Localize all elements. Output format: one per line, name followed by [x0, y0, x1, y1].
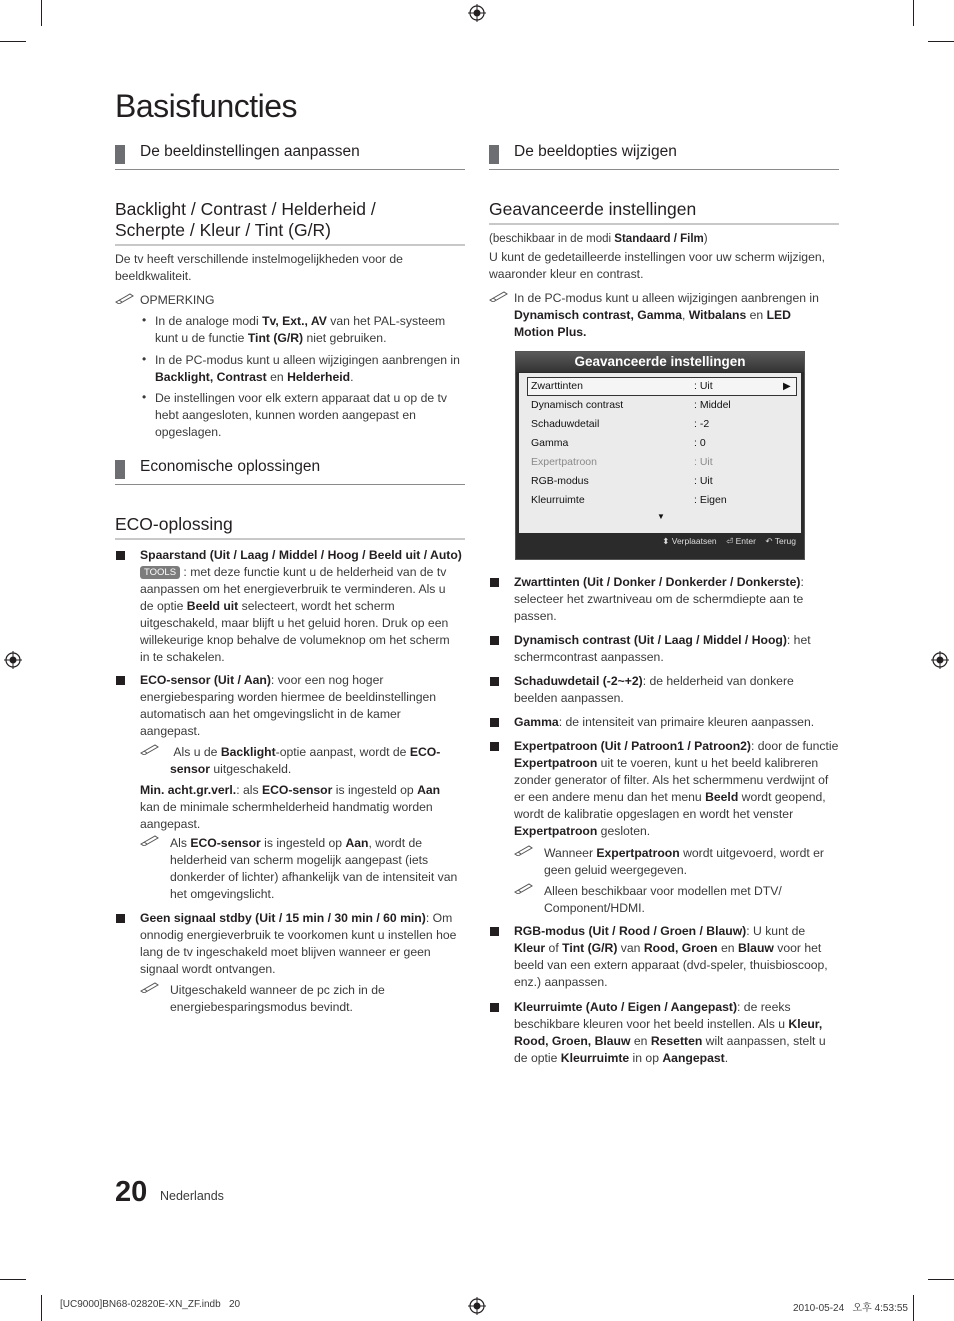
advanced-item-dynamic-contrast: Dynamisch contrast (Uit / Laag / Middel / Hoog): het schermcontrast aanpassen. — [514, 633, 811, 664]
bullet-square — [490, 1003, 499, 1012]
advanced-item-color-space: Kleurruimte (Auto / Eigen / Aangepast): de reeks beschikbare kleuren voor het beeld instellen. Als u Kleur, Rood, Groen, Blauw en Resetten wilt aanpassen, stelt u de optie Kleurruimte in op Aangepast. — [514, 1000, 826, 1065]
crop-mark — [928, 41, 954, 42]
note-pencil-icon — [115, 292, 135, 304]
bullet-square — [490, 927, 499, 936]
registration-mark-icon — [468, 1297, 486, 1315]
note-pencil-icon — [514, 844, 534, 856]
note-item: In de analoge modi Tv, Ext., AV van het PAL-systeem kunt u de functie Tint (G/R) niet gebruiken. — [155, 314, 446, 345]
menu-row-value: : Uit — [694, 456, 713, 468]
section-bar — [115, 460, 125, 479]
menu-panel — [519, 373, 801, 533]
subsection-heading-line: Scherpte / Kleur / Tint (G/R) — [115, 220, 331, 240]
menu-row-value: : Uit — [694, 380, 713, 392]
note-pencil-icon — [489, 290, 509, 302]
return-icon: ↶ — [765, 536, 773, 546]
arrow-right-icon: ▶ — [783, 381, 791, 392]
bullet-dot: • — [142, 390, 147, 404]
eco-item-no-signal-standby: Geen signaal stdby (Uit / 15 min / 30 min / 60 min): Om onnodig energieverbruik te voorkomen kunt u instellen hoe lang de tv ingeschakeld moet blijven wanneer er geen signaal wordt ontvangen. — [140, 911, 457, 976]
section-heading-text: Economische oplossingen — [140, 458, 321, 475]
page-number: 20 — [115, 1176, 148, 1208]
subsection-heading: ECO-oplossing — [115, 514, 465, 540]
crop-mark — [0, 41, 26, 42]
section-heading-text: De beeldopties wijzigen — [514, 143, 677, 160]
menu-row-label: Zwarttinten — [531, 380, 583, 392]
bullet-square — [116, 914, 125, 923]
crop-mark — [928, 1279, 954, 1280]
menu-row-value: : Middel — [694, 399, 731, 411]
intro-text: U kunt de gedetailleerde instellingen voor uw scherm wijzigen, waaronder kleur en contrast. — [489, 250, 826, 281]
enter-icon: ⏎ — [726, 536, 734, 546]
registration-mark-icon — [931, 651, 949, 669]
page-title: Basisfuncties — [115, 88, 298, 124]
file-info: [UC9000]BN68-02820E-XN_ZF.indb 20 — [60, 1299, 241, 1310]
menu-row-label: RGB-modus — [531, 475, 589, 487]
bullet-dot: • — [142, 313, 147, 327]
note-item: In de PC-modus kunt u alleen wijzigingen aanbrengen in Dynamisch contrast, Gamma, Witbalans en LED Motion Plus. — [514, 291, 819, 339]
menu-row-value: : 0 — [694, 437, 706, 449]
bullet-square — [116, 676, 125, 685]
menu-row-label: Dynamisch contrast — [531, 399, 624, 411]
note-item: De instellingen voor elk extern apparaat dat u op de tv hebt aangesloten, kunnen worden aangepast en opgeslagen. — [155, 391, 448, 439]
footer-return-label: Terug — [774, 536, 796, 546]
subsection-heading — [115, 199, 465, 246]
section-heading — [115, 141, 465, 170]
crop-mark — [41, 1295, 42, 1321]
note-pencil-icon — [140, 743, 160, 755]
eco-item-eco-sensor: ECO-sensor (Uit / Aan): voor een nog hoger energiebesparing worden hiermee de beeldinstellingen automatisch aan het omgevingslicht in de kamer aangepast. — [140, 673, 437, 738]
bullet-square — [490, 636, 499, 645]
menu-row-label: Gamma — [531, 437, 569, 449]
crop-mark — [41, 0, 42, 26]
bullet-square — [490, 677, 499, 686]
note-pencil-icon — [140, 981, 160, 993]
advanced-settings-menu — [515, 351, 805, 560]
scroll-down-icon[interactable]: ▼ — [657, 512, 665, 521]
section-heading-text: De beeldinstellingen aanpassen — [140, 143, 360, 160]
menu-row-value: : Eigen — [694, 494, 727, 506]
subsection-heading-line: Backlight / Contrast / Helderheid / — [115, 199, 376, 219]
bullet-square — [490, 718, 499, 727]
menu-row-label: Schaduwdetail — [531, 418, 600, 430]
advanced-item-shadow-detail: Schaduwdetail (-2~+2): de helderheid van donkere beelden aanpassen. — [514, 674, 794, 705]
advanced-item-rgb-mode: RGB-modus (Uit / Rood / Groen / Blauw): U kunt de Kleur of Tint (G/R) van Rood, Groen en Blauw voor het beeld van een extern apparaat (dvd-speler, thuisbioscoop, enz.) aanpassen. — [514, 924, 828, 989]
move-icon: ⬍ — [662, 536, 670, 546]
crop-mark — [913, 1295, 914, 1321]
menu-row-shadow-detail[interactable] — [531, 415, 710, 434]
menu-row-value: : -2 — [694, 418, 710, 430]
note-item: Alleen beschikbaar voor modellen met DTV/ Component/HDMI. — [544, 884, 782, 915]
menu-row-expert-pattern — [531, 453, 713, 472]
language-label: Nederlands — [160, 1189, 224, 1203]
section-heading — [489, 141, 839, 170]
footer-move-label: Verplaatsen — [671, 536, 717, 546]
crop-mark — [913, 0, 914, 26]
intro-text: De tv heeft verschillende instelmogelijkheden voor de beeldkwaliteit. — [115, 252, 403, 283]
note-item: Uitgeschakeld wanneer de pc zich in de energiebesparingsmodus bevindt. — [170, 983, 385, 1014]
bullet-square — [490, 742, 499, 751]
menu-row-label: Expertpatroon — [531, 456, 597, 468]
section-bar — [489, 145, 499, 164]
note-item: Als u de Backlight-optie aanpast, wordt de ECO-sensor uitgeschakeld. — [170, 745, 441, 776]
section-heading — [115, 456, 465, 485]
eco-min-backlight: Min. acht.gr.verl.: als ECO-sensor is ingesteld op Aan kan de minimale schermhelderheid handmatig worden aangepast. — [140, 783, 441, 831]
menu-row-label: Kleurruimte — [531, 494, 585, 506]
note-item: In de PC-modus kunt u alleen wijzigingen aanbrengen in Backlight, Contrast en Helderheid. — [155, 353, 460, 384]
menu-row-rgb-mode[interactable] — [531, 472, 713, 491]
eco-item-energy-saving: Spaarstand (Uit / Laag / Middel / Hoog / Beeld uit / Auto) TOOLS : met deze functie kunt u de helderheid van de tv aanpassen om het energieverbruik te verminderen. Als u de optie Beeld uit selecteert, wordt het scherm uitgeschakeld, maar blijft u het geluid horen. Druk op een willekeurige knop behalve de volumeknop om het scherm in te schakelen. — [140, 548, 462, 664]
note-item: Als ECO-sensor is ingesteld op Aan, wordt de helderheid van scherm mogelijk aangepast (iets donkerder of lichter) afhankelijk van de intensiteit van het omgevingslicht. — [170, 836, 458, 901]
section-bar — [115, 145, 125, 164]
menu-row-color-space[interactable] — [531, 491, 727, 510]
advanced-item-expert-pattern: Expertpatroon (Uit / Patroon1 / Patroon2): door de functie Expertpatroon uit te voeren, kunt u het beeld kalibreren zonder generator of filter. Als het schermmenu verdwijnt of er een andere menu dan het menu Beeld wordt geopend, wordt de kalibratie opgeslagen en wordt het venster Expertpatroon gesloten. — [514, 739, 839, 838]
menu-row-dynamic-contrast[interactable] — [531, 396, 731, 415]
menu-footer — [662, 536, 796, 547]
subsection-heading: Geavanceerde instellingen — [489, 199, 839, 225]
note-pencil-icon — [140, 834, 160, 846]
menu-row-gamma[interactable] — [531, 434, 706, 453]
bullet-square — [490, 578, 499, 587]
tools-badge: TOOLS — [140, 566, 180, 579]
note-item: Wanneer Expertpatroon wordt uitgevoerd, wordt er geen geluid weergegeven. — [544, 846, 824, 877]
crop-mark — [0, 1279, 26, 1280]
menu-row-value: : Uit — [694, 475, 713, 487]
registration-mark-icon — [468, 4, 486, 22]
footer-enter-label: Enter — [735, 536, 756, 546]
date-info: 2010-05-24 오후 4:53:55 — [793, 1303, 908, 1314]
note-label: OPMERKING — [140, 293, 215, 307]
menu-title: Geavanceerde instellingen — [516, 352, 804, 372]
availability-text: (beschikbaar in de modi Standaard / Film) — [489, 233, 708, 245]
advanced-item-gamma: Gamma: de intensiteit van primaire kleuren aanpassen. — [514, 715, 815, 729]
registration-mark-icon — [4, 651, 22, 669]
bullet-square — [116, 551, 125, 560]
bullet-dot: • — [142, 352, 147, 366]
menu-row-black-tone[interactable] — [531, 377, 796, 396]
note-pencil-icon — [514, 882, 534, 894]
advanced-item-black-tone: Zwarttinten (Uit / Donker / Donkerder / Donkerste): selecteer het zwartniveau om de schermdiepte aan te passen. — [514, 575, 804, 623]
